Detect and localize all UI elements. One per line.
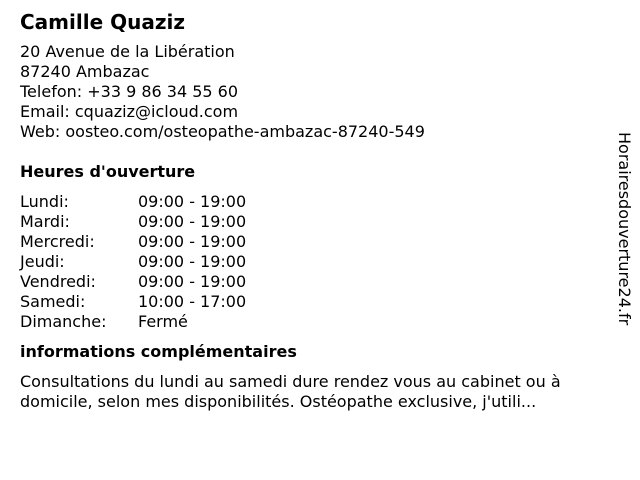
- hours-row: [20, 192, 600, 212]
- hours-day: Samedi:: [20, 292, 86, 311]
- info-text: Consultations du lundi au samedi dure rendez vous au cabinet ou à domicile, selon mes disponibilités. Ostéopathe exclusive, j'utili...: [20, 372, 561, 411]
- hours-day: Mercredi:: [20, 232, 95, 251]
- hours-day: Dimanche:: [20, 312, 107, 331]
- hours-row: [20, 292, 600, 312]
- info-heading: informations complémentaires: [20, 342, 297, 361]
- web-line: Web: oosteo.com/osteopathe-ambazac-87240-549: [20, 122, 425, 141]
- address-street: 20 Avenue de la Libération: [20, 42, 235, 61]
- phone-line: Telefon: +33 9 86 34 55 60: [20, 82, 239, 101]
- hours-row: [20, 232, 600, 252]
- hours-time: 09:00 - 19:00: [138, 252, 247, 271]
- hours-table: [20, 192, 600, 332]
- hours-time: 09:00 - 19:00: [138, 272, 247, 291]
- hours-time: 09:00 - 19:00: [138, 192, 247, 211]
- hours-row: [20, 252, 600, 272]
- email-line: Email: cquaziz@icloud.com: [20, 102, 239, 121]
- side-watermark-label: Horairesdouverture24.fr: [615, 132, 634, 326]
- hours-time: Fermé: [138, 312, 188, 331]
- hours-row: [20, 212, 600, 232]
- side-watermark: [612, 132, 636, 378]
- address-city: 87240 Ambazac: [20, 62, 150, 81]
- hours-row: [20, 312, 600, 332]
- hours-time: 09:00 - 19:00: [138, 212, 247, 231]
- business-card: [20, 8, 600, 412]
- hours-heading: Heures d'ouverture: [20, 162, 196, 181]
- hours-day: Lundi:: [20, 192, 69, 211]
- hours-row: [20, 272, 600, 292]
- hours-day: Vendredi:: [20, 272, 96, 291]
- hours-time: 09:00 - 19:00: [138, 232, 247, 251]
- hours-time: 10:00 - 17:00: [138, 292, 247, 311]
- hours-day: Mardi:: [20, 212, 70, 231]
- hours-day: Jeudi:: [20, 252, 65, 271]
- business-name: Camille Quaziz: [20, 10, 185, 34]
